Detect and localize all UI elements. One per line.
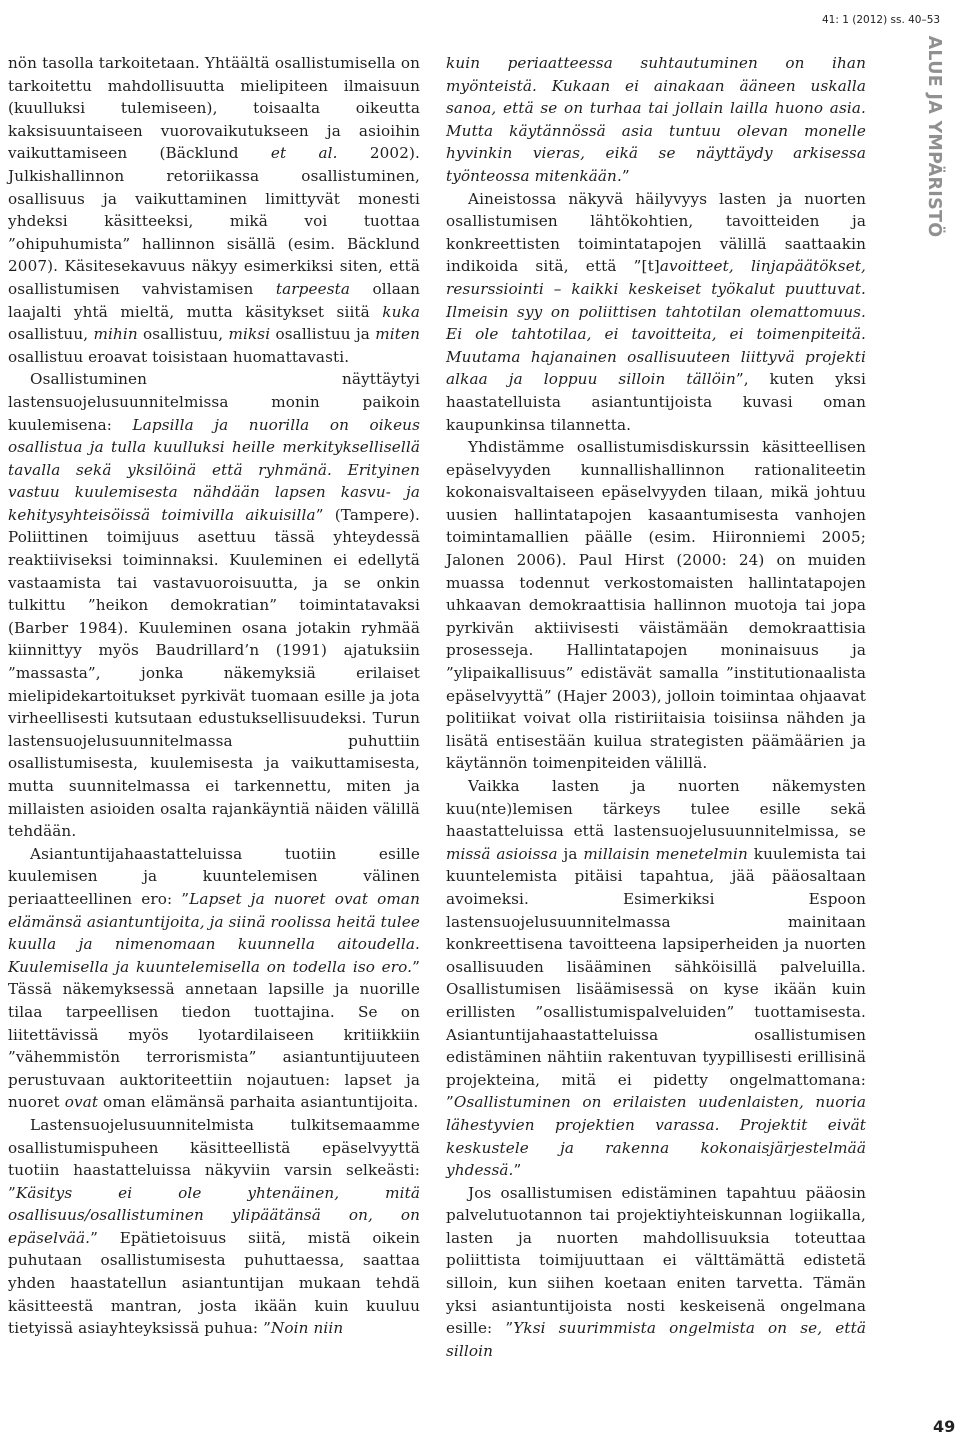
text-run: oman elämänsä parhaita asiantuntijoita. (98, 1093, 419, 1112)
text-run: nön tasolla tarkoitetaan. Yhtäältä osallistumisella on tarkoitettu mahdollisuutta mielipiteen ilmaisuun (kuulluksi tulemiseen), toisaalta oikeutta kaksisuuntaiseen vuorovaikutukseen ja asioihin vaikuttamiseen (Bäcklund (8, 54, 420, 163)
left-text-column (8, 52, 420, 1340)
text-run: Osallistuminen näyttäytyi lastensuojelusuunnitelmissa monin paikoin kuulemisena: (8, 370, 420, 434)
text-run: osallistuu, (137, 325, 229, 344)
text-run: Yhdistämme osallistumisdiskurssin käsitteellisen epäselvyyden kunnallishallinnon rationaliteetin kokonaisvaltaiseen epäselvyyden tilaan, mikä johtuu uusien hallintatapojen kasaantumisesta vanhojen toimintamallien päälle (esim. Hiironniemi 2005; Jalonen 2006). Paul Hirst (2000: 24) on muiden muassa todennut verkostomaisten hallintatapojen uhkaavan demokraattisia hallinnon muotoja tai jopa pyrkivän aktiivisesti väistämään demokraattisia prosesseja. Hallintatapojen moninaisuus ja ”ylipaikallisuus” edistävät samalla ”institutionaalista epäselvyyttä” (Hajer 2003), jolloin toimintaa ohjaavat politiikat voivat olla ristiriitaisia toisiinsa nähden ja lisätä entisestään kuilua strategisten päämäärien ja käytännön toimenpiteiden välillä. (446, 438, 866, 773)
text-run: kuulemista tai kuuntelemista pitäisi tapahtua, jää pääosaltaan avoimeksi. Esimerkiksi Espoon lastensuojelusuunnitelmassa mainitaan konkreettisena tavoitteena lapsiperheiden ja nuorten osallisuuden lisääminen sähköisillä palveluilla. Osallistumisen lisäämisessä on kyse ikään kuin erillisten ”osallistumispalveluiden” tuottamisesta. Asiantuntijahaastatteluissa osallistumisen edistäminen nähtiin rakentuvan tyypillisesti erillisinä projekteina, mitä ei pidetty ongelmattomana: ” (446, 844, 867, 1112)
italic-text-run: Noin niin (271, 1319, 344, 1338)
text-run: Lastensuojelusuunnitelmista tulkitsemaamme osallistumispuheen käsitteellistä epäselvyyttä tuotiin haastatteluissa näkyviin varsin selkeästi: ” (8, 1115, 420, 1202)
paragraph (8, 1114, 420, 1340)
italic-text-run: miten (375, 325, 420, 344)
section-label (917, 14, 951, 259)
italic-text-run: missä asioissa (446, 844, 558, 863)
section-label-text: ALUE JA YMPÄRISTÖ (924, 35, 944, 238)
italic-text-run: avoitteet, linjapäätökset, resurssiointi – kaikki keskeiset työkalut puuttuvat. Ilmeisin syy on poliittisen tahtotilan olemattomuus. Ei ole tahtotilaa, ei tavoitteita, ei toimenpiteitä. Muutama hajanainen osallisuuteen liittyvä projekti alkaa ja loppuu silloin tällöin (446, 257, 866, 389)
text-run: ollaan laajalti yhtä mieltä, mutta käsitykset siitä (8, 279, 420, 321)
italic-text-run: tarpeesta (275, 279, 351, 298)
text-run: osallistuu, (8, 325, 94, 344)
text-run: ja (557, 844, 584, 863)
text-run: ” (621, 166, 630, 185)
text-run: Aineistossa näkyvä häilyvyys lasten ja nuorten osallistumisen lähtökohtien, tavoitteiden ja konkreettisten toimintatapojen välillä saattaakin indikoida sitä, että ”[t] (446, 189, 866, 276)
italic-text-run: ovat (64, 1093, 99, 1112)
paragraph (446, 1182, 866, 1363)
paragraph (446, 188, 866, 437)
text-run: ” (Tampere). Poliittinen toimijuus asettuu tässä yhteydessä reaktiiviseksi toiminnaksi. Kuuleminen ei edellytä vastaamista tai vastavuoroisuutta, ja se onkin tulkittu ”heikon demokratian” toimintatavaksi (Barber 1984). Kuuleminen osana jotakin ryhmää kiinnittyy myös Baudrillard’n (1991) ajatuksiin ”massasta”, jonka näkemyksiä erilaiset mielipidekartoitukset pyrkivät tuomaan esille ja jota virheellisesti kutsutaan edustuksellisuudeksi. Turun lastensuojelusuunnitelmassa puhuttiin osallistumisesta, kuulemisesta ja vaikuttamisesta, mutta suunnitelmassa ei tarkennettu, miten ja millaisten asioiden osalta rajankäyntiä näiden välillä tehdään. (8, 505, 420, 841)
italic-text-run: Lapset ja nuoret ovat oman elämänsä asiantuntijoita, ja siinä roolissa heitä tulee kuulla ja nimenomaan kuunnella aitoudella. Kuulemisella ja kuuntelemisella on todella iso ero. (8, 889, 420, 976)
paragraph (446, 775, 866, 1182)
text-run: ” (513, 1161, 522, 1180)
right-text-column (446, 52, 866, 1362)
italic-text-run: kuin periaatteessa suhtautuminen on ihan myönteistä. Kukaan ei ainakaan ääneen uskalla sanoa, että se on turhaa tai jollain lailla huono asia. Mutta käytännössä asia tuntuu olevan monelle hyvinkin vieras, eikä se näyttäydy arkisessa työnteossa mitenkään. (446, 54, 866, 185)
paragraph (8, 368, 420, 842)
paragraph (446, 436, 866, 775)
text-run: 2002). Julkishallinnon retoriikassa osallistuminen, osallisuus ja vaikuttaminen limittyvät monesti yhdeksi käsitteeksi, mikä voi tuottaa ”ohipuhumista” hallinnon sisällä (esim. Bäcklund 2007). Käsitesekavuus näkyy esimerkiksi siten, että osallistumisen vahvistamisen (8, 144, 420, 298)
paragraph (8, 52, 420, 368)
paragraph (8, 843, 420, 1114)
text-run: Asiantuntijahaastatteluissa tuotiin esille kuulemisen ja kuuntelemisen välinen periaatteellinen ero: ” (8, 844, 420, 908)
text-run: osallistuu ja (270, 325, 376, 344)
italic-text-run: Lapsilla ja nuorilla on oikeus osallistua ja tulla kuulluksi heille merkityksellisellä tavalla sekä yksilöinä että ryhmänä. Erityinen vastuu kuulemisesta nähdään lapsen kasvu- ja kehitysyhteisöissä toimivilla aikuisilla (8, 415, 420, 524)
paragraph (446, 52, 866, 188)
italic-text-run: miksi (228, 325, 271, 344)
italic-text-run: millaisin menetelmin (583, 844, 748, 863)
italic-text-run: Yksi suurimmista ongelmista on se, että silloin (446, 1319, 866, 1360)
text-run: ” Tässä näkemyksessä annetaan lapsille ja nuorille tilaa tarpeellisen tiedon tuottajina. Se on liitettävissä myös lyotardilaiseen kritiikkiin ”vähemmistön terrorismista” asiantuntijuuteen perustuvaan auktoriteettiin nojautuen: lapset ja nuoret (8, 957, 420, 1112)
italic-text-run: et al. (270, 144, 338, 163)
italic-text-run: Käsitys ei ole yhtenäinen, mitä osallisuus/osallistuminen ylipäätänsä on, on epäselvää. (8, 1183, 420, 1247)
text-run: Jos osallistumisen edistäminen tapahtuu pääosin palvelutuotannon tai projektiyhteiskunnan logiikalla, lasten ja nuorten mahdollisuuksia toteuttaa poliittista toimijuuttaan ei välttämättä edistetä silloin, kun siihen koetaan eniten tarvetta. Tämän yksi asiantuntijoista nosti keskeisenä ongelmana esille: ” (446, 1183, 866, 1338)
journal-reference: 41: 1 (2012) ss. 40–53 (822, 14, 941, 26)
text-run: ” Epätietoisuus siitä, mistä oikein puhutaan osallistumisesta puhuttaessa, saattaa yhden haastatellun asiantuntijan mukaan tehdä käsitteestä mantran, josta ikään kuin kuuluu tietyissä asiayhteyksissä puhua: ” (8, 1228, 420, 1338)
text-run: Vaikka lasten ja nuorten näkemysten kuu(nte)lemisen tärkeys tulee esille sekä haastatteluissa että lastensuojelusuunnitelmissa, se (446, 777, 866, 841)
page-number: 49 (933, 1417, 956, 1436)
italic-text-run: mihin (93, 325, 138, 344)
text-run: osallistuu eroavat toisistaan huomattavasti. (8, 347, 350, 366)
italic-text-run: Osallistuminen on erilaisten uudenlaisten, nuoria lähestyvien projektien varassa. Projektit eivät keskustele ja rakenna kokonaisjärjestelmää yhdessä. (446, 1093, 866, 1180)
text-run: ”, kuten yksi haastatelluista asiantuntijoista kuvasi oman kaupunkinsa tilannetta. (446, 370, 866, 434)
italic-text-run: kuka (382, 302, 420, 321)
